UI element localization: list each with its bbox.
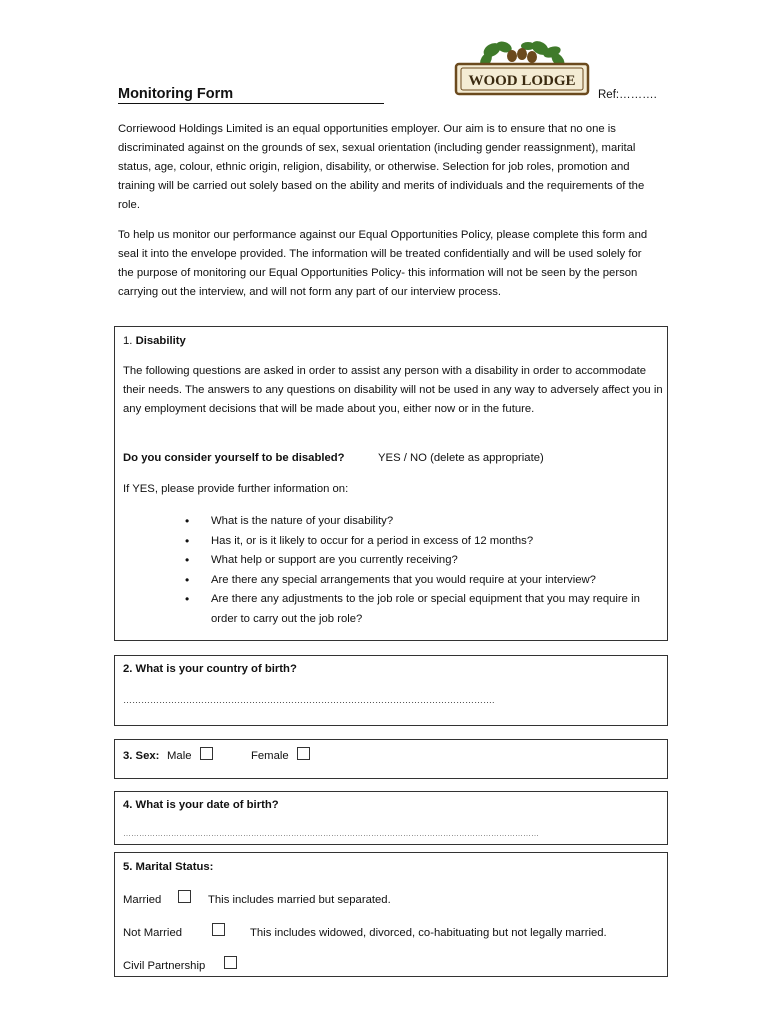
list-item: • Are there any adjustments to the job role or special equipment that you may require in order to carry out the job role? [185, 590, 663, 629]
disability-question: Do you consider yourself to be disabled? [123, 452, 345, 464]
wood-lodge-logo [452, 40, 592, 100]
country-section [114, 655, 668, 726]
disability-description: The following questions are asked in order to assist any person with a disability in order to accommodate their needs. The answers to any questions on disability will not be used in any way to adversely affect you in any employment decisions that will be made about you, either now or in the future. [123, 365, 663, 415]
civil-partnership-label: Civil Partnership [123, 960, 206, 972]
married-note: This includes married but separated. [208, 894, 391, 906]
male-checkbox[interactable] [200, 747, 213, 760]
dob-heading: 4. What is your date of birth? [123, 799, 279, 811]
svg-text:WOOD LODGE: WOOD LODGE [468, 73, 576, 89]
country-heading: 2. What is your country of birth? [123, 663, 297, 675]
not-married-checkbox[interactable] [212, 923, 225, 936]
dob-section [114, 791, 668, 845]
female-checkbox[interactable] [297, 747, 310, 760]
marital-section [114, 852, 668, 977]
intro-paragraph-1: Corriewood Holdings Limited is an equal opportunities employer. Our aim is to ensure that no one is discriminated against on the grounds of sex, sexual orientation (including gender reassignment), marital status, age, colour, ethnic origin, religion, disability, or otherwise. Selection for job roles, promotion and training will be carried out solely based on the ability and merits of individuals and the requirements of the role. [118, 123, 645, 211]
female-label: Female [251, 750, 289, 762]
civil-partnership-checkbox[interactable] [224, 956, 237, 969]
intro-paragraph-2: To help us monitor our performance against our Equal Opportunities Policy, please complete this form and seal it into the envelope provided. The information will be treated confidentially and will be used solely for the purpose of monitoring our Equal Opportunities Policy- this information will not be seen by the person carrying out the interview, and will not form any part of our interview process. [118, 229, 648, 298]
sex-heading: 3. Sex: [123, 750, 160, 762]
disability-answer[interactable]: YES / NO (delete as appropriate) [378, 452, 544, 464]
list-item: • What is the nature of your disability? [185, 512, 663, 532]
list-item: • Has it, or is it likely to occur for a period in excess of 12 months? [185, 532, 663, 552]
not-married-label: Not Married [123, 927, 183, 939]
reference-field: Ref:………. [598, 89, 657, 101]
not-married-note: This includes widowed, divorced, co-habituating but not legally married. [250, 927, 607, 939]
disability-heading: 1. Disability [123, 335, 186, 347]
married-checkbox[interactable] [178, 890, 191, 903]
male-label: Male [167, 750, 192, 762]
dob-input[interactable]: ………………………………………………………………………………………………………………………………………… [123, 829, 539, 838]
page-title: Monitoring Form [118, 86, 384, 104]
disability-section [114, 326, 668, 641]
married-label: Married [123, 894, 162, 906]
sex-section [114, 739, 668, 779]
marital-heading: 5. Marital Status: [123, 861, 214, 873]
disability-bullet-list [185, 512, 663, 629]
country-input[interactable]: ……………………………………………………………………………………………………………. [123, 695, 495, 705]
list-item: • What help or support are you currently receiving? [185, 551, 663, 571]
list-item: • Are there any special arrangements that you would require at your interview? [185, 571, 663, 591]
disability-if-yes: If YES, please provide further information on: [123, 483, 349, 495]
